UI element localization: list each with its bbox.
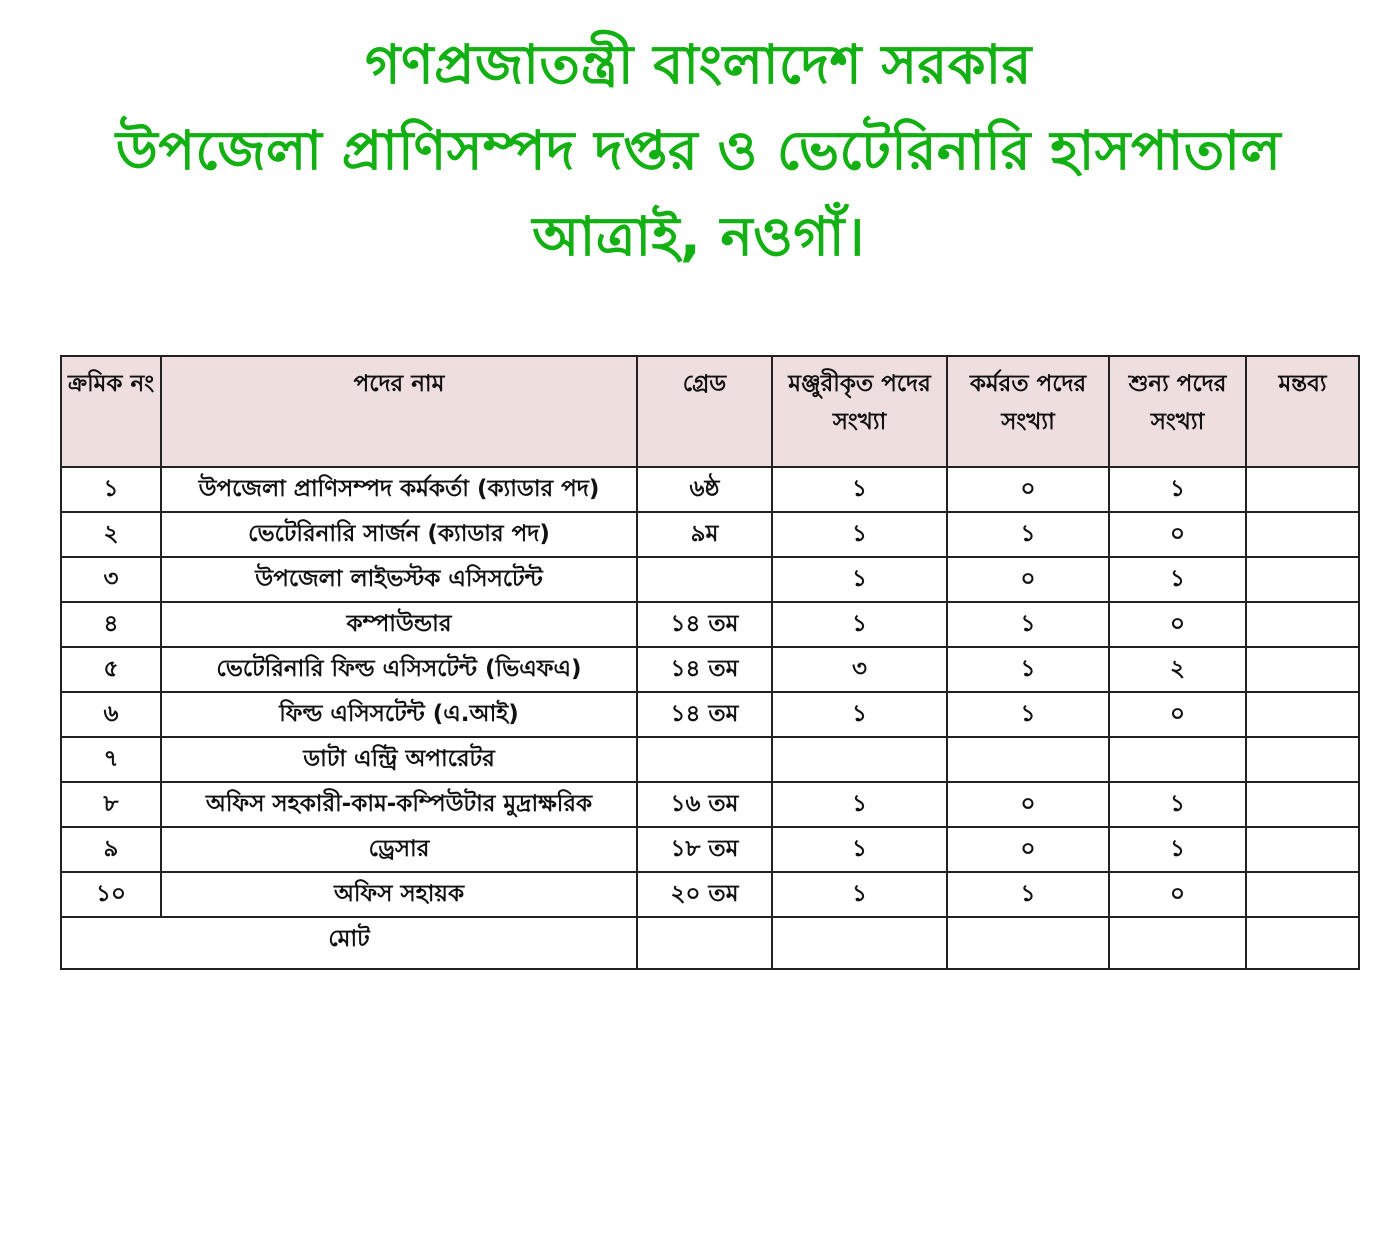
cell-remarks (1246, 827, 1359, 872)
cell-total-working (947, 917, 1109, 969)
cell-working: ০ (947, 782, 1109, 827)
cell-serial: ৯ (61, 827, 161, 872)
cell-total-remarks (1246, 917, 1359, 969)
table-header-row (61, 356, 1359, 467)
cell-post-name: ভেটেরিনারি সার্জন (ক্যাডার পদ) (161, 512, 637, 557)
cell-vacant: ০ (1109, 872, 1246, 917)
cell-grade (637, 737, 772, 782)
cell-serial: ৭ (61, 737, 161, 782)
cell-grade: ১৮ তম (637, 827, 772, 872)
cell-serial: ৫ (61, 647, 161, 692)
table-row (61, 782, 1359, 827)
cell-serial: ৬ (61, 692, 161, 737)
cell-post-name: অফিস সহায়ক (161, 872, 637, 917)
cell-serial: ৩ (61, 557, 161, 602)
header-remarks: মন্তব্য (1246, 356, 1359, 467)
cell-working: ০ (947, 557, 1109, 602)
cell-remarks (1246, 602, 1359, 647)
header-sanctioned: মঞ্জুরীকৃত পদের সংখ্যা (772, 356, 947, 467)
cell-sanctioned: ১ (772, 872, 947, 917)
header-working: কর্মরত পদের সংখ্যা (947, 356, 1109, 467)
cell-sanctioned: ১ (772, 692, 947, 737)
cell-sanctioned (772, 737, 947, 782)
cell-post-name: ড্রেসার (161, 827, 637, 872)
cell-sanctioned: ১ (772, 512, 947, 557)
cell-remarks (1246, 782, 1359, 827)
cell-remarks (1246, 872, 1359, 917)
cell-grade: ১৬ তম (637, 782, 772, 827)
table-row (61, 647, 1359, 692)
posts-table-container (60, 355, 1358, 970)
cell-grade: ২০ তম (637, 872, 772, 917)
cell-post-name: উপজেলা প্রাণিসম্পদ কর্মকর্তা (ক্যাডার পদ) (161, 467, 637, 512)
cell-remarks (1246, 737, 1359, 782)
header-location: আত্রাই, নওগাঁ। (532, 205, 865, 268)
cell-sanctioned: ১ (772, 782, 947, 827)
table-row (61, 827, 1359, 872)
cell-vacant: ০ (1109, 602, 1246, 647)
header-vacant: শুন্য পদের সংখ্যা (1109, 356, 1246, 467)
cell-grade (637, 557, 772, 602)
cell-working: ১ (947, 647, 1109, 692)
cell-serial: ১ (61, 467, 161, 512)
cell-sanctioned: ১ (772, 467, 947, 512)
cell-grade: ১৪ তম (637, 647, 772, 692)
cell-working: ১ (947, 872, 1109, 917)
cell-working: ১ (947, 602, 1109, 647)
cell-post-name: উপজেলা লাইভস্টক এসিসটেন্ট (161, 557, 637, 602)
header-post-name: পদের নাম (161, 356, 637, 467)
header-serial: ক্রমিক নং (61, 356, 161, 467)
cell-working: ০ (947, 827, 1109, 872)
cell-vacant: ১ (1109, 557, 1246, 602)
cell-serial: ৪ (61, 602, 161, 647)
cell-post-name: অফিস সহকারী-কাম-কম্পিউটার মুদ্রাক্ষরিক (161, 782, 637, 827)
table-row (61, 512, 1359, 557)
posts-table (60, 355, 1360, 970)
cell-vacant (1109, 737, 1246, 782)
cell-remarks (1246, 512, 1359, 557)
cell-vacant: ০ (1109, 692, 1246, 737)
table-row (61, 692, 1359, 737)
cell-vacant: ১ (1109, 782, 1246, 827)
table-row (61, 602, 1359, 647)
cell-post-name: ফিল্ড এসিসটেন্ট (এ.আই) (161, 692, 637, 737)
cell-vacant: ০ (1109, 512, 1246, 557)
cell-total-label: মোট (61, 917, 637, 969)
cell-grade: ৯ম (637, 512, 772, 557)
cell-vacant: ১ (1109, 827, 1246, 872)
cell-vacant: ২ (1109, 647, 1246, 692)
cell-working: ১ (947, 512, 1109, 557)
cell-serial: ২ (61, 512, 161, 557)
cell-sanctioned: ১ (772, 827, 947, 872)
header-grade: গ্রেড (637, 356, 772, 467)
cell-remarks (1246, 647, 1359, 692)
header-government-title: গণপ্রজাতন্ত্রী বাংলাদেশ সরকার (365, 33, 1032, 96)
cell-grade: ৬ষ্ঠ (637, 467, 772, 512)
cell-serial: ৮ (61, 782, 161, 827)
cell-total-grade (637, 917, 772, 969)
cell-working: ১ (947, 692, 1109, 737)
cell-vacant: ১ (1109, 467, 1246, 512)
cell-remarks (1246, 692, 1359, 737)
cell-total-sanctioned (772, 917, 947, 969)
cell-post-name: ডাটা এন্ট্রি অপারেটর (161, 737, 637, 782)
document-header (0, 22, 1397, 280)
cell-remarks (1246, 557, 1359, 602)
cell-total-vacant (1109, 917, 1246, 969)
cell-post-name: কম্পাউন্ডার (161, 602, 637, 647)
cell-remarks (1246, 467, 1359, 512)
table-row (61, 467, 1359, 512)
cell-serial: ১০ (61, 872, 161, 917)
cell-sanctioned: ৩ (772, 647, 947, 692)
table-total-row (61, 917, 1359, 969)
cell-post-name: ভেটেরিনারি ফিল্ড এসিসটেন্ট (ভিএফএ) (161, 647, 637, 692)
cell-working: ০ (947, 467, 1109, 512)
table-row (61, 737, 1359, 782)
cell-grade: ১৪ তম (637, 602, 772, 647)
table-row (61, 872, 1359, 917)
cell-grade: ১৪ তম (637, 692, 772, 737)
header-office-title: উপজেলা প্রাণিসম্পদ দপ্তর ও ভেটেরিনারি হাসপাতাল (115, 119, 1282, 182)
table-row (61, 557, 1359, 602)
cell-working (947, 737, 1109, 782)
cell-sanctioned: ১ (772, 557, 947, 602)
cell-sanctioned: ১ (772, 602, 947, 647)
